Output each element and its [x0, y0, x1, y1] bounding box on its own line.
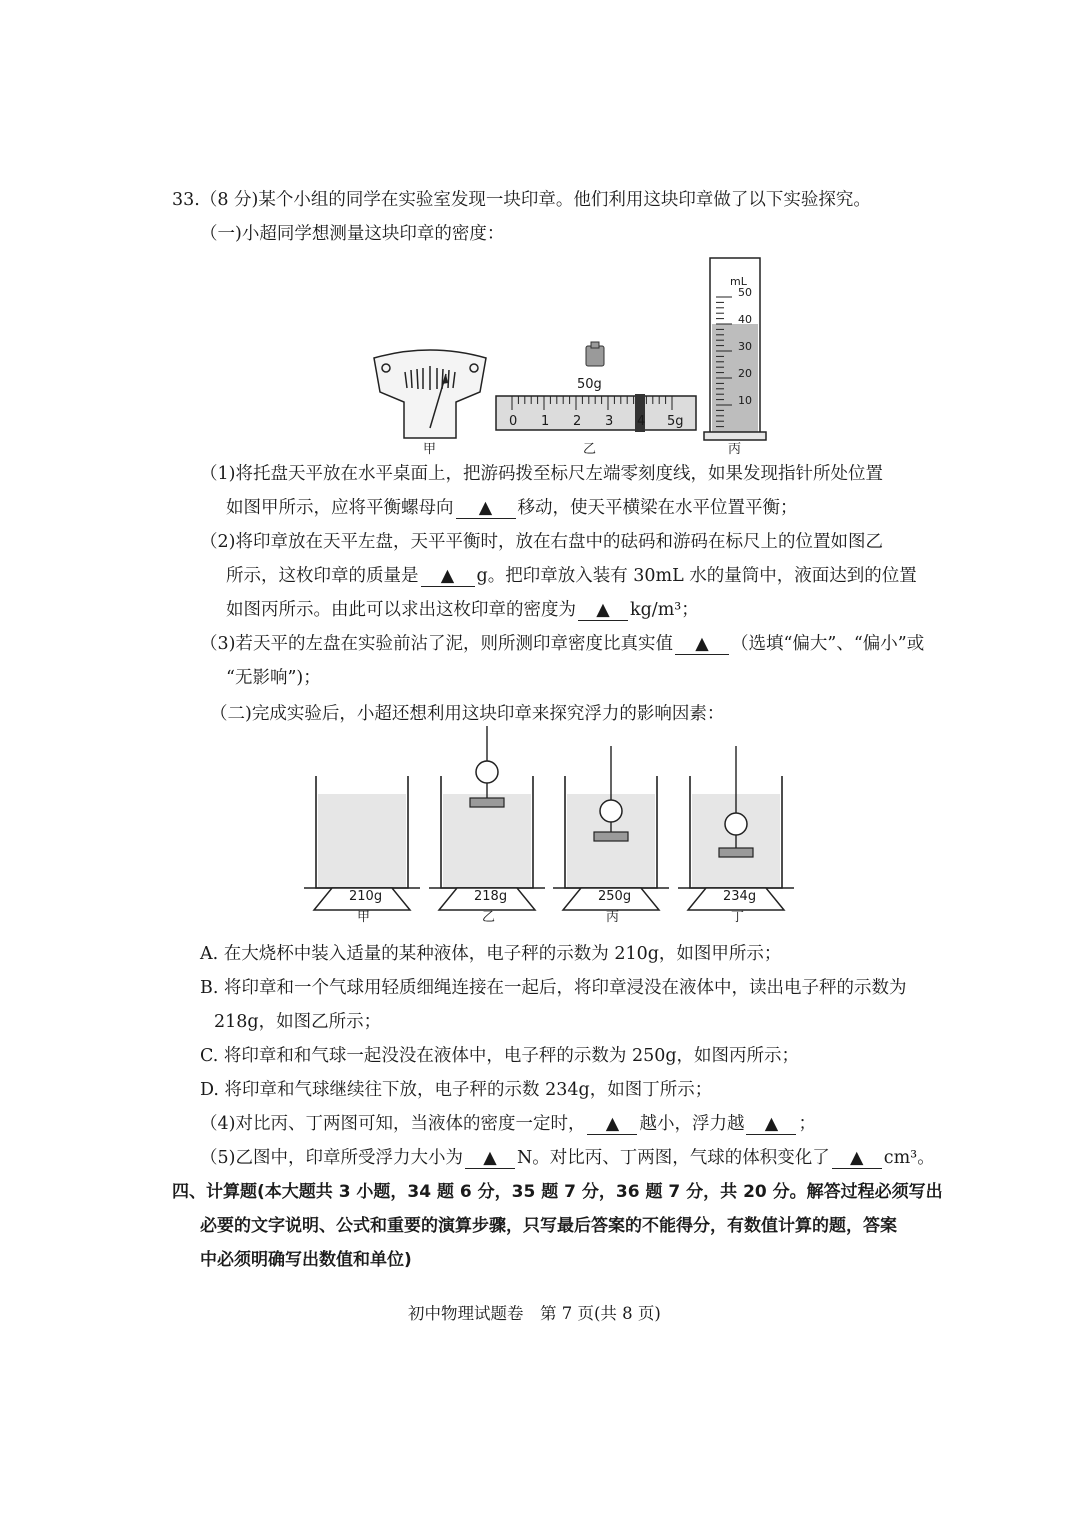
q1-line2: 如图甲所示，应将平衡螺母向 ▲ 移动，使天平横梁在水平位置平衡；	[226, 498, 798, 518]
balance-ruler	[496, 394, 696, 432]
q2-line1: （2)将印章放在天平左盘，天平平衡时，放在右盘中的砝码和游码在标尺上的位置如图乙	[200, 532, 883, 552]
seal	[470, 798, 504, 807]
balloon	[476, 761, 498, 783]
ruler-tick-label: 0	[509, 414, 518, 429]
ruler-tick-label: 1	[541, 414, 550, 429]
section4-line1: 四、计算题(本大题共 3 小题，34 题 6 分，35 题 7 分，36 题 7 分，共 20 分。解答过程必须写出	[172, 1182, 943, 1202]
figure-balance-set	[360, 250, 780, 460]
step-a: A. 在大烧杯中装入适量的某种液体，电子秤的示数为 210g，如图甲所示；	[200, 944, 782, 964]
cylinder-tick-label: 30	[738, 340, 752, 353]
q3-line2: “无影响”)；	[226, 668, 321, 688]
balloon	[600, 800, 622, 822]
liquid	[318, 794, 406, 888]
fig-label-yi: 乙	[583, 442, 597, 457]
answer-blank[interactable]: ▲	[456, 498, 516, 519]
q2-line3: 如图丙所示。由此可以求出这枚印章的密度为 ▲ kg/m³；	[226, 600, 699, 620]
scale-reading: 234g	[723, 889, 757, 904]
answer-blank[interactable]: ▲	[832, 1148, 882, 1169]
q4-line: （4)对比丙、丁两图可知，当液体的密度一定时， ▲ 越小，浮力越 ▲ ；	[200, 1114, 816, 1134]
beaker-label: 乙	[482, 910, 496, 925]
scale-reading: 250g	[598, 889, 632, 904]
ruler-tick-label: 4	[637, 414, 646, 429]
q2-line2: 所示，这枚印章的质量是 ▲ g。把印章放入装有 30mL 水的量筒中，液面达到的位置	[226, 566, 917, 586]
q1-line1: （1)将托盘天平放在水平桌面上，把游码拨至标尺左端零刻度线，如果发现指针所处位置	[200, 464, 883, 484]
step-c: C. 将印章和和气球一起没没在液体中，电子秤的示数为 250g，如图丙所示；	[200, 1046, 800, 1066]
cylinder-tick-label: 50	[738, 286, 752, 299]
liquid	[443, 794, 531, 888]
balance-pointer-dial	[374, 350, 486, 438]
ruler-tick-label: 3	[605, 414, 614, 429]
answer-blank[interactable]: ▲	[465, 1148, 515, 1169]
weight-label: 50g	[577, 377, 602, 392]
cylinder-unit: mL	[730, 275, 747, 288]
answer-blank[interactable]: ▲	[587, 1114, 637, 1135]
step-b-line1: B. 将印章和一个气球用轻质细绳连接在一起后，将印章浸没在液体中，读出电子秤的示数为	[200, 978, 907, 998]
page-footer: 初中物理试题卷 第 7 页(共 8 页)	[408, 1304, 661, 1323]
scale-reading: 210g	[349, 889, 383, 904]
step-b-line2: 218g，如图乙所示；	[214, 1012, 382, 1032]
cylinder-tick-label: 20	[738, 367, 752, 380]
section4-line3: 中必须明确写出数值和单位)	[200, 1250, 412, 1270]
answer-blank[interactable]: ▲	[675, 634, 729, 655]
weight-50g	[586, 342, 604, 366]
fig-label-bing: 丙	[728, 442, 742, 457]
ruler-tick-label: 2	[573, 414, 582, 429]
part1-title: （一)小超同学想测量这块印章的密度：	[200, 224, 505, 244]
seal	[594, 832, 628, 841]
q3-line1: （3)若天平的左盘在实验前沾了泥，则所测印章密度比真实值 ▲ （选填“偏大”、“偏小”或	[200, 634, 925, 654]
seal	[719, 848, 753, 857]
balloon	[725, 813, 747, 835]
section4-line2: 必要的文字说明、公式和重要的演算步骤，只写最后答案的不能得分，有数值计算的题，答案	[200, 1216, 897, 1236]
beaker-setup	[429, 726, 545, 910]
beaker-label: 丙	[606, 910, 620, 925]
answer-blank[interactable]: ▲	[578, 600, 628, 621]
answer-blank[interactable]: ▲	[421, 566, 475, 587]
beaker-label: 甲	[357, 910, 371, 925]
fig-label-jia: 甲	[423, 442, 437, 457]
answer-blank[interactable]: ▲	[746, 1114, 796, 1135]
beaker-label: 丁	[731, 910, 745, 925]
scale-reading: 218g	[474, 889, 508, 904]
question-header: 33.（8 分)某个小组的同学在实验室发现一块印章。他们利用这块印章做了以下实验探究。	[172, 190, 871, 210]
cylinder-tick-label: 40	[738, 313, 752, 326]
q5-line: （5)乙图中，印章所受浮力大小为 ▲ N。对比丙、丁两图，气球的体积变化了 ▲ cm³。	[200, 1148, 935, 1168]
step-d: D. 将印章和气球继续往下放，电子秤的示数 234g，如图丁所示；	[200, 1080, 713, 1100]
part2-title: （二)完成实验后，小超还想利用这块印章来探究浮力的影响因素：	[210, 704, 725, 724]
cylinder-tick-label: 10	[738, 394, 752, 407]
ruler-tick-label: 5g	[667, 414, 684, 429]
